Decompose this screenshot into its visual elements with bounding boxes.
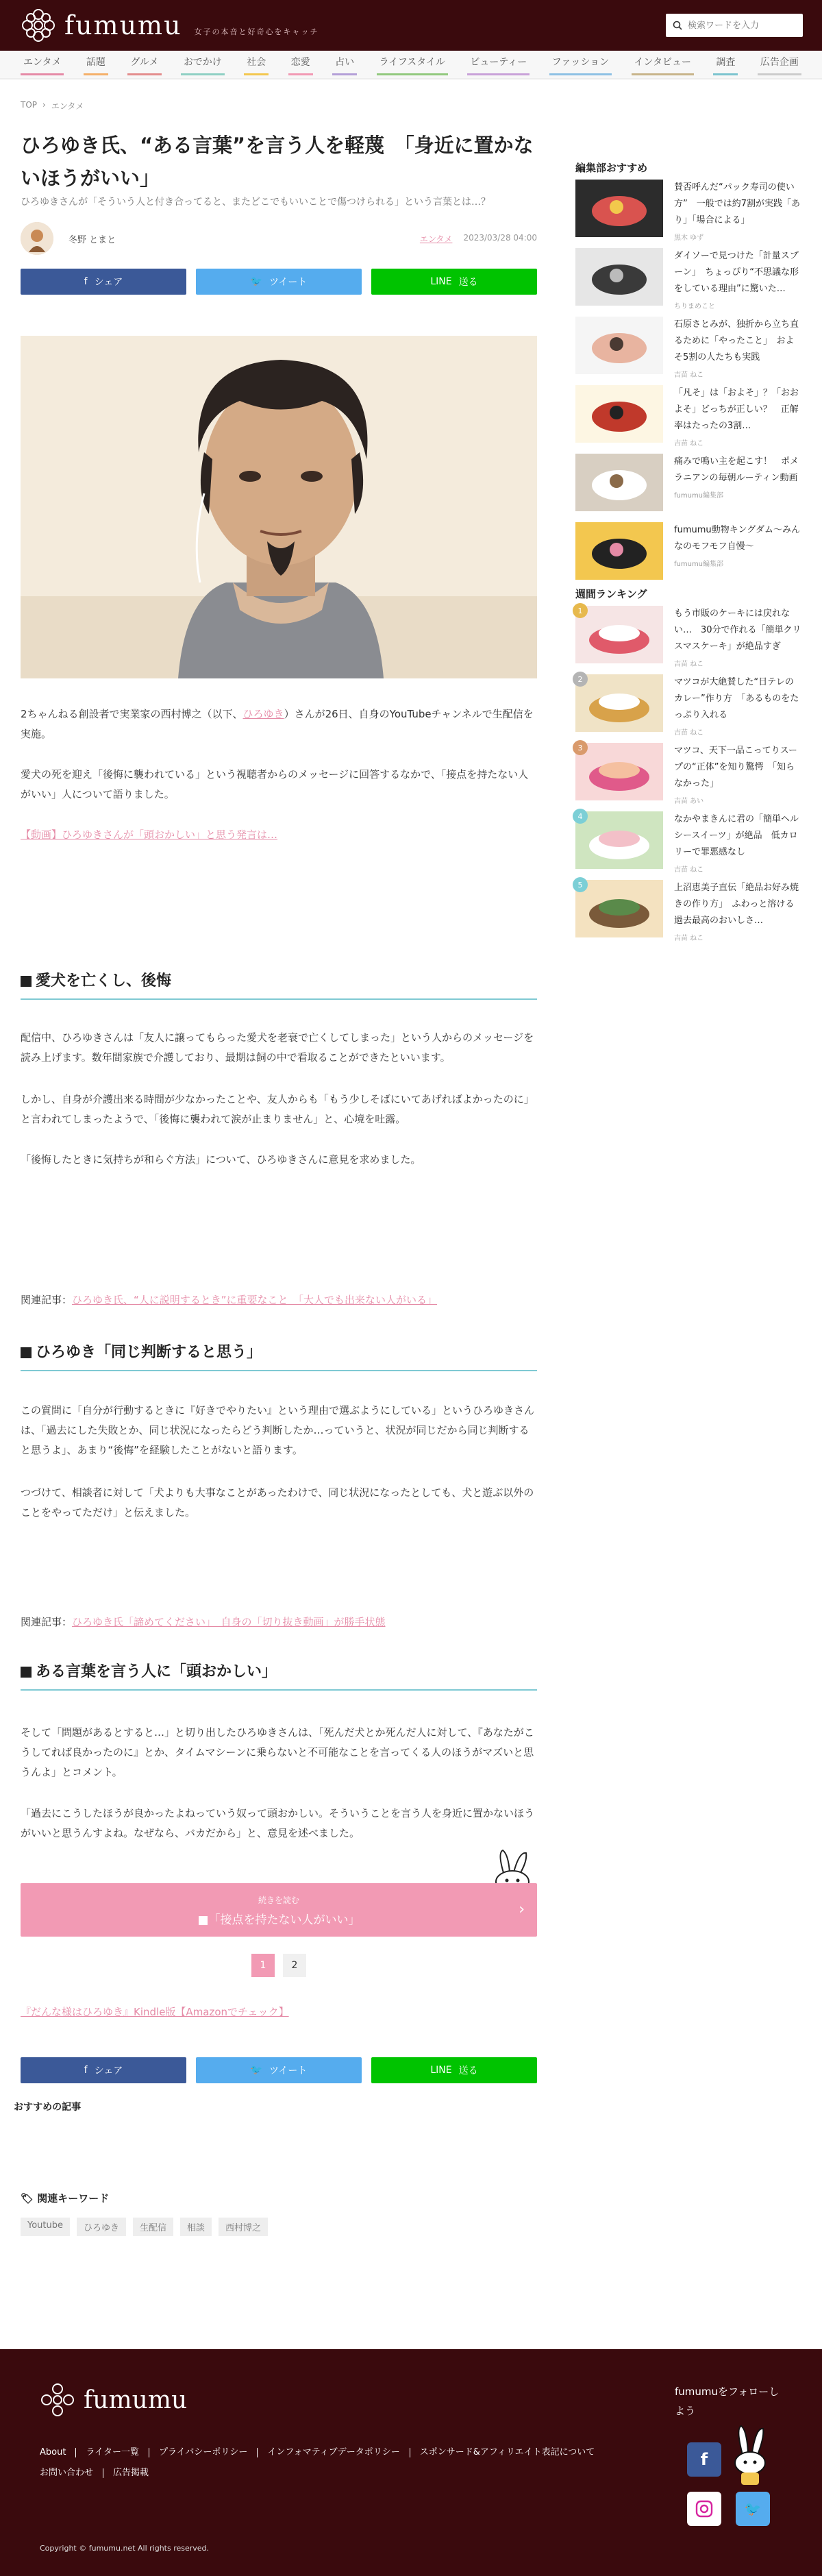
paragraph-9: 「過去にこうしたほうが良かったよねっていう奴って頭おかしい。そういうことを言う人を身近に置かないほうがいいと思うんすよね。なぜなら、バカだから」と、意見を述べました。 (21, 1807, 535, 1839)
editor-pick-item[interactable] (575, 522, 801, 580)
paragraph-1 (21, 704, 537, 744)
keyword-tag[interactable]: 生配信 (133, 2218, 173, 2236)
editor-pick-item[interactable] (575, 454, 801, 511)
editor-pick-text (674, 522, 801, 580)
twitter-share-label: ツイート (269, 2065, 308, 2076)
kindle-link-row (21, 2002, 537, 2022)
editor-pick-author: ちりまめこと (674, 303, 715, 310)
thumbnail-image[interactable] (575, 811, 663, 869)
paragraph-3: 配信中、ひろゆきさんは「友人に譲ってもらった愛犬を老衰で亡くしてしまった」という人からのメッセージを読み上げます。数年間家族で介護しており、最期は飼の中で看取ることができたといいます。 (21, 1031, 534, 1064)
pagination (21, 1954, 537, 1977)
ranking-text (674, 743, 801, 805)
line-icon: LINE (430, 2065, 452, 2076)
thumbnail-image[interactable] (575, 317, 663, 374)
nav-item[interactable]: 話題 (84, 54, 108, 75)
next-page-button[interactable] (21, 1883, 537, 1937)
line-share-button[interactable] (371, 269, 537, 295)
tag-icon: 🏷 (21, 2192, 34, 2205)
editor-pick-text (674, 248, 801, 310)
ranking-author: 吉苗 あい (674, 798, 704, 805)
ranking-title[interactable]: もう市販のケーキには戻れない… 30分で作れる「簡単クリスマスケーキ」が絶品すぎ (674, 609, 801, 652)
hero-photo (21, 336, 537, 678)
breadcrumb-category[interactable]: エンタメ (51, 101, 84, 111)
ranking-author: 吉苗 ねこ (674, 866, 704, 874)
ranking-text (674, 606, 801, 668)
flower-logo-icon (19, 6, 58, 45)
editor-pick-author: 黒木 ゆず (674, 234, 704, 242)
nav-item[interactable]: 占い (332, 54, 357, 75)
ranking-item[interactable] (575, 811, 801, 874)
facebook-icon: f (700, 2450, 708, 2469)
paragraph-8: そして「問題があるとすると…」と切り出したひろゆきさんは、「死んだ犬とか死んだ人に対して、『あなたがこうしてれば良かったのに』とか、タイムマシーンに乗らないと不可能なことを言ってくる人のほうがマズいと思うんよ」とコメント。 (21, 1726, 534, 1778)
rank-badge: 1 (573, 603, 588, 618)
editor-pick-text (674, 180, 801, 242)
related-keywords-heading (21, 2191, 109, 2205)
facebook-share-button[interactable] (21, 2057, 186, 2083)
breadcrumb-home[interactable]: TOP (21, 100, 38, 110)
thumbnail-image[interactable] (575, 743, 663, 800)
rank-badge: 4 (573, 809, 588, 824)
search-input[interactable] (688, 21, 790, 31)
section-heading-2 (21, 1340, 537, 1371)
rank-badge: 3 (573, 740, 588, 755)
thumbnail-image[interactable] (575, 454, 663, 511)
paragraph-5: 「後悔したときに気持ちが和らぐ方法」について、ひろゆきさんに意見を求めました。 (21, 1153, 421, 1166)
editor-pick-author: fumumu編集部 (674, 561, 724, 568)
paragraph-1-text-b: ）さんが26日、自身のYouTubeチャンネルで生配信を実施。 (21, 708, 534, 740)
ranking-item[interactable] (575, 606, 801, 668)
editor-pick-title[interactable]: 賛否呼んだ“パック寿司の使い方” 一般では約7割が実践「あり」「場合による」 (674, 182, 801, 225)
thumbnail-image[interactable] (575, 385, 663, 443)
editor-pick-item[interactable] (575, 317, 801, 379)
ranking-title[interactable]: マツコ、天下一品こってりスープの“正体”を知り驚愕 「知らなかった」 (674, 746, 797, 789)
editor-pick-item[interactable] (575, 385, 801, 447)
ranking-text (674, 880, 801, 942)
editor-pick-title[interactable]: 石原さとみが、独折から立ち直るために「やったこと」 およそ5割の人たちも実践 (674, 319, 799, 363)
keyword-list (21, 2218, 268, 2236)
keyword-tag[interactable]: ひろゆき (77, 2218, 126, 2236)
thumbnail-image[interactable] (575, 522, 663, 580)
related-label-1: 関連記事： (21, 1294, 73, 1306)
ranking-author: 吉苗 ねこ (674, 729, 704, 737)
follow-text: fumumuをフォローしよう (675, 2385, 780, 2417)
editor-picks-heading: 編集部おすすめ (575, 162, 648, 174)
nav-item[interactable]: インタビュー (632, 54, 694, 75)
editor-pick-text (674, 454, 801, 511)
article-title: ひろゆき氏、“ある言葉”を言う人を軽蔑 「身近に置かないほうがいい」 (21, 134, 534, 190)
section-heading-1-text: 愛犬を亡くし、後悔 (36, 972, 172, 990)
editor-pick-author: fumumu編集部 (674, 492, 724, 500)
ranking-item[interactable] (575, 880, 801, 942)
ranking-text (674, 811, 801, 874)
editor-pick-title[interactable]: ダイソーで見つけた「計量スプーン」 ちょっぴり“不思議な形をしている理由”に驚いた… (674, 251, 799, 294)
instagram-icon (695, 2500, 713, 2518)
paragraph-6: この質問に「自分が行動するときに『好きでやりたい』という理由で選ぶようにしている」というひろゆきさんは、「過去にした失敗とか、同じ状況になったらどう判断したか…っていうと、状況が同じだから同じ判断すると思うよ」、あまり“後悔”を経験したことがないと語ります。 (21, 1404, 535, 1456)
search-icon[interactable] (673, 21, 682, 30)
publish-date: 2023/03/28 04:00 (463, 232, 537, 243)
nav-item[interactable]: エンタメ (21, 54, 64, 75)
related-label-2: 関連記事： (21, 1616, 73, 1628)
chevron-right-icon: › (519, 1901, 525, 1918)
heading-square-icon (21, 1347, 32, 1358)
heading-square-icon (21, 976, 32, 987)
keyword-tag[interactable]: 相談 (180, 2218, 212, 2236)
ranking-item[interactable] (575, 674, 801, 737)
nav-item[interactable]: グルメ (127, 54, 161, 75)
nav-item[interactable]: ライフスタイル (377, 54, 448, 75)
footer-links (40, 2442, 643, 2483)
facebook-share-button[interactable] (21, 269, 186, 295)
instagram-follow-button[interactable] (687, 2492, 721, 2526)
category-nav (0, 51, 822, 78)
related-link-2[interactable]: ひろゆき氏「諦めてください」 自身の「切り抜き動画」が勝手状態 (72, 1616, 386, 1628)
ranking-author: 吉苗 ねこ (674, 935, 704, 942)
flower-logo-icon (38, 2381, 77, 2419)
editor-pick-title[interactable]: fumumu動物キングダム〜みんなのモフモフ自慢〜 (674, 525, 800, 552)
avatar[interactable] (21, 222, 53, 255)
twitter-share-label: ツイート (269, 277, 308, 288)
line-share-label: 送る (458, 2065, 478, 2076)
logo-text: fumumu (64, 10, 182, 40)
facebook-share-label: シェア (94, 2065, 123, 2076)
ranking-heading: 週間ランキング (575, 588, 647, 600)
twitter-share-button[interactable] (196, 269, 362, 295)
share-bar-top (21, 269, 537, 295)
nav-item[interactable]: 社会 (244, 54, 269, 75)
keyword-tag[interactable]: Youtube (21, 2218, 70, 2236)
paragraph-2: 愛犬の死を迎え「後悔に襲われている」という視聴者からのメッセージに回答するなかで、「接点を持たない人がいい」人について語りました。 (21, 768, 529, 800)
twitter-share-button[interactable] (196, 2057, 362, 2083)
related-article-1 (21, 1292, 537, 1307)
editor-pick-author: 吉苗 ねこ (674, 440, 704, 447)
editor-pick-text (674, 317, 801, 379)
nav-item[interactable]: ビューティー (467, 54, 530, 75)
thumbnail-image[interactable] (575, 880, 663, 937)
rank-badge: 5 (573, 877, 588, 892)
paragraph-7: つづけて、相談者に対して「犬よりも大事なことがあったわけで、同じ状況になったとしても、犬と遊ぶ以外のことをやってただけ」と伝えました。 (21, 1486, 534, 1519)
facebook-icon: f (84, 2065, 88, 2076)
editor-pick-text (674, 385, 801, 447)
next-page-label: 続きを読む (258, 1896, 299, 1905)
ranking-author: 吉苗 ねこ (674, 661, 704, 668)
footer-logo-text: fumumu (84, 2385, 188, 2414)
heading-square-icon (21, 1667, 32, 1678)
footer-link[interactable]: ライター一覧 (75, 2448, 149, 2457)
footer-link[interactable]: お問い合わせ (40, 2468, 94, 2478)
twitter-icon: 🐦 (250, 2065, 263, 2076)
facebook-share-label: シェア (94, 277, 123, 288)
keyword-tag[interactable]: 西村博之 (219, 2218, 268, 2236)
footer-link[interactable]: スポンサード&アフィリエイト表記について (410, 2448, 605, 2457)
author-row (21, 222, 537, 255)
kindle-link[interactable]: 『だんな様はひろゆき』Kindle版【Amazonでチェック】 (21, 2006, 289, 2018)
line-share-label: 送る (458, 277, 478, 288)
section-heading-3 (21, 1660, 537, 1691)
twitter-follow-button[interactable] (736, 2492, 770, 2526)
facebook-icon: f (84, 276, 88, 287)
page-1-button[interactable]: 1 (251, 1954, 275, 1977)
editor-pick-item[interactable] (575, 248, 801, 310)
section-heading-2-text: ひろゆき「同じ判断すると思う」 (36, 1344, 262, 1361)
facebook-follow-button[interactable] (687, 2442, 721, 2477)
keywords-title: 関連キーワード (37, 2192, 110, 2205)
section-heading-3-text: ある言葉を言う人に「頭おかしい」 (36, 1663, 277, 1680)
line-share-button[interactable] (371, 2057, 537, 2083)
video-link-row (21, 825, 537, 845)
paragraph-1-text-a: 2ちゃんねる創設者で実業家の西村博之（以下、 (21, 708, 243, 720)
site-footer (0, 2349, 822, 2576)
ranking-title[interactable]: なかやまきんに君の「簡単ヘルシースイーツ」が絶品 低カロリーで罪悪感なし (674, 814, 799, 857)
rabbit-mascot-icon (729, 2425, 770, 2486)
ranking-title[interactable]: 上沼恵美子直伝「絶品お好み焼きの作り方」 ふわっと溶ける過去最高のおいしさ… (674, 883, 799, 926)
paragraph-4: しかし、自身が介護出来る時間が少なかったことや、友人からも「もう少しそばにいてあげればよかったのに」と言われてしまったようで、「後悔に襲われて涙が止まりません」と、心境を吐露。 (21, 1093, 534, 1125)
ranking-title[interactable]: マツコが大絶賛した“日テレのカレー”作り方 「あるものをたっぷり入れる (674, 677, 799, 720)
share-bar-bottom (21, 2057, 537, 2083)
footer-link[interactable]: 広告掲載 (103, 2468, 158, 2478)
breadcrumb (21, 100, 84, 112)
thumbnail-image[interactable] (575, 606, 663, 663)
site-header (0, 0, 822, 51)
nav-item[interactable]: ファッション (549, 54, 612, 75)
author-name[interactable]: 冬野 とまと (68, 234, 116, 245)
ranking-text (674, 674, 801, 737)
copyright: Copyright © fumumu.net All rights reserved. (40, 2544, 210, 2553)
rank-badge: 2 (573, 672, 588, 687)
twitter-icon: 🐦 (744, 2501, 762, 2517)
footer-logo[interactable] (38, 2381, 187, 2419)
article-category-link[interactable]: エンタメ (419, 234, 453, 244)
nav-divider (0, 78, 822, 79)
search-box[interactable] (666, 14, 803, 37)
footer-link[interactable]: インフォマティブデータポリシー (257, 2448, 409, 2457)
twitter-icon: 🐦 (250, 276, 263, 287)
ranking-item[interactable] (575, 743, 801, 805)
page-2-button[interactable]: 2 (283, 1954, 306, 1977)
thumbnail-image[interactable] (575, 180, 663, 237)
editor-pick-item[interactable] (575, 180, 801, 242)
recommend-heading: おすすめの記事 (14, 2102, 82, 2113)
footer-link[interactable]: プライバシーポリシー (149, 2448, 257, 2457)
related-link-1[interactable]: ひろゆき氏、“人に説明するとき”に重要なこと 「大人でも出来ない人がいる」 (72, 1294, 438, 1306)
editor-pick-author: 吉苗 ねこ (674, 371, 704, 379)
breadcrumb-separator: › (42, 100, 46, 110)
hiroyuki-link[interactable]: ひろゆき (242, 708, 284, 720)
article-lead: ひろゆきさんが「そういう人と付き合ってると、またどこでもいいことで傷つけられる」という言葉とは…？ (21, 197, 490, 208)
editor-pick-title[interactable]: 痛みで鳴い主を起こす！ ポメラニアンの毎朝ルーティン動画 (674, 456, 799, 483)
thumbnail-image[interactable] (575, 674, 663, 732)
next-page-title: ■「接点を持たない人がいい」 (197, 1913, 360, 1927)
video-link[interactable]: 【動画】ひろゆきさんが「頭おかしい」と思う発言は… (21, 829, 278, 841)
editor-pick-title[interactable]: 「凡そ」は「およそ」？「おおよそ」どっちが正しい？ 正解率はたったの3割… (674, 388, 799, 431)
nav-item[interactable]: 広告企画 (758, 54, 801, 75)
section-heading-1 (21, 969, 537, 1000)
thumbnail-image[interactable] (575, 248, 663, 306)
logo-tagline: 女子の本音と好奇心をキャッチ (194, 27, 319, 36)
nav-item[interactable]: 恋愛 (288, 54, 313, 75)
nav-item[interactable]: おでかけ (181, 54, 225, 75)
related-article-2 (21, 1615, 537, 1629)
footer-link[interactable]: About (40, 2447, 66, 2457)
site-logo[interactable] (19, 6, 319, 45)
nav-item[interactable]: 調査 (713, 54, 738, 75)
line-icon: LINE (430, 276, 452, 287)
